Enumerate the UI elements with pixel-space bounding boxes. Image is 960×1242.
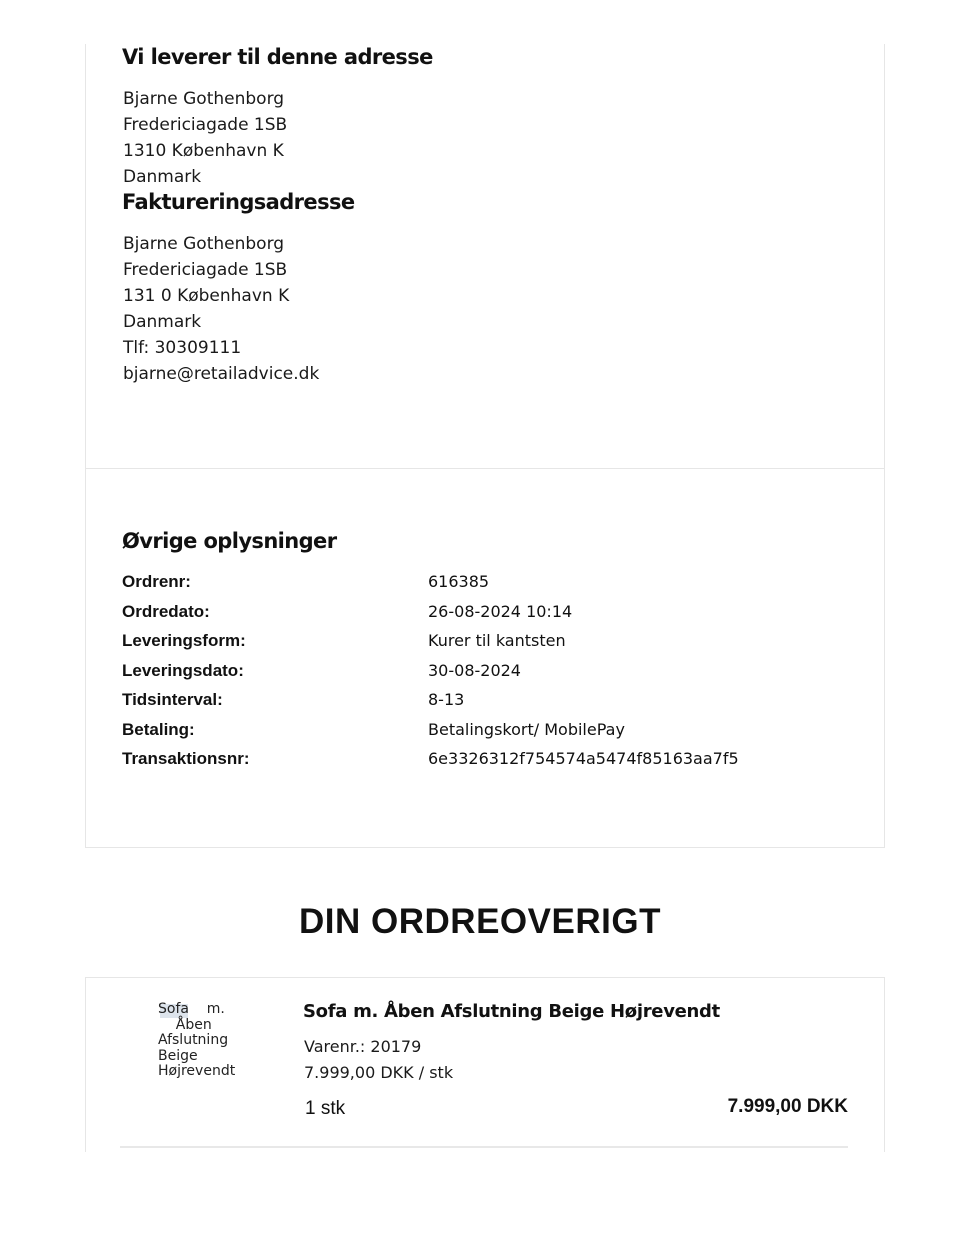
order-item-divider [120,1146,848,1148]
delivery-address-line: Bjarne Gothenborg [123,89,285,109]
info-row-order-date [122,602,822,632]
delivery-address-line: Fredericiagade 1SB [123,115,288,135]
info-row-delivery-method [122,631,822,661]
product-line-total: 7.999,00 DKK [727,1096,848,1117]
product-image[interactable] [158,1002,248,1082]
info-value: Betalingskort/ MobilePay [428,719,625,739]
billing-address-line: Danmark [123,312,202,332]
product-quantity: 1 stk [305,1098,346,1119]
other-info-list [122,572,822,779]
info-label: Leveringsform: [122,631,246,650]
billing-address-line: Fredericiagade 1SB [123,260,288,280]
other-info-title: Øvrige oplysninger [122,529,337,553]
info-value: 30-08-2024 [428,660,521,680]
product-name[interactable]: Sofa m. Åben Afslutning Beige Højrevendt [303,1001,720,1022]
delivery-address [123,86,287,190]
product-sku: Varenr.: 20179 [304,1037,422,1056]
info-value: Kurer til kantsten [428,631,566,650]
billing-address-line: 131 0 København K [123,286,290,306]
delivery-address-line: 1310 København K [123,141,284,161]
billing-phone: Tlf: 30309111 [123,338,242,358]
billing-address-line: Bjarne Gothenborg [123,234,285,254]
product-meta [304,1034,453,1086]
info-value: 6e3326312f754574a5474f85163aa7f5 [428,749,739,768]
product-unit-price: 7.999,00 DKK / stk [304,1063,454,1082]
info-label: Ordrenr: [122,572,191,591]
billing-email: bjarne@retailadvice.dk [123,364,320,384]
delivery-address-line: Danmark [123,167,202,187]
info-row-delivery-date [122,661,822,691]
info-row-order-number [122,572,822,602]
info-value: 616385 [428,572,490,591]
order-overview-title: DIN ORDREOVERIGT [299,902,661,941]
info-label: Ordredato: [122,601,210,621]
info-label: Betaling: [122,719,195,739]
billing-address-title: Faktureringsadresse [122,190,355,214]
info-label: Tidsinterval: [122,690,223,709]
section-divider [85,468,885,469]
info-value: 8-13 [428,690,465,709]
info-value: 26-08-2024 10:14 [428,601,573,621]
billing-address [123,231,319,387]
info-row-payment [122,720,822,750]
product-image-alt-text: Sofa m. Åben Afslutning Beige Højrevendt [158,1001,236,1079]
delivery-address-title: Vi leverer til denne adresse [122,45,433,69]
info-row-transaction-number [122,749,822,779]
info-label: Transaktionsnr: [122,749,250,768]
info-label: Leveringsdato: [122,660,244,680]
info-row-time-interval [122,690,822,720]
